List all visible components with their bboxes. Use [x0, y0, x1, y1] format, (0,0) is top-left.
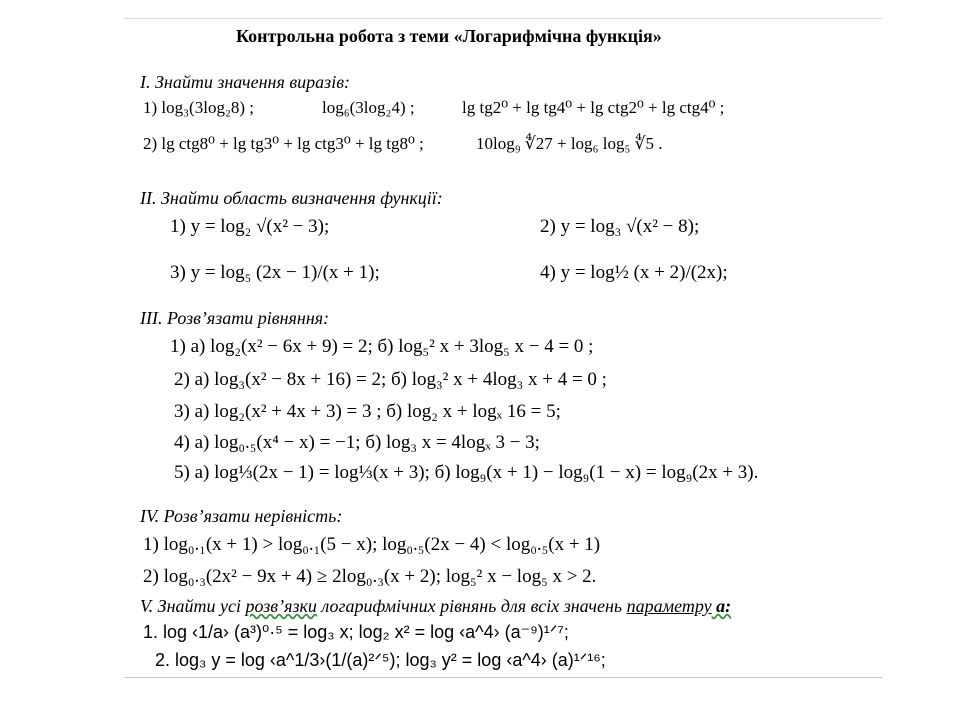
s2-item2: 2) y = log₃ √(x² − 8);: [540, 216, 700, 237]
page-top-edge: [124, 18, 882, 19]
s3-row3: 3) а) log₂(x² + 4x + 3) = 3 ; б) log₂ x + logₓ 16 = 5;: [174, 401, 561, 422]
page-bottom-edge: [124, 677, 882, 678]
document-title: Контрольна робота з теми «Логарифмічна функція»: [236, 26, 662, 46]
section-5-heading: [140, 596, 731, 617]
s1-row2-expr2: 10log₉ ∜27 + log₆ log₅ ∜5 .: [476, 134, 663, 153]
section-4-heading: IV. Розв’язати нерівність:: [140, 506, 343, 526]
s5-heading-prefix: V. Знайти усі: [140, 596, 246, 616]
s5-heading-a: а:: [711, 596, 732, 616]
s2-item4: 4) y = log½ (x + 2)/(2x);: [540, 262, 728, 283]
s4-row2: 2) log₀.₃(2x² − 9x + 4) ≥ 2log₀.₃(x + 2); log₅² x − log₅ x > 2.: [143, 566, 597, 587]
s1-row1-expr1: 1) log₃(3log₂8) ;: [143, 98, 255, 117]
s1-row1-expr3: lg tg2⁰ + lg tg4⁰ + lg ctg2⁰ + lg ctg4⁰ ;: [462, 98, 725, 117]
s5-heading-param: параметру: [626, 596, 712, 616]
section-3-heading: III. Розв’язати рівняння:: [140, 308, 330, 328]
s2-item1: 1) y = log₂ √(x² − 3);: [170, 216, 330, 237]
s5-row1: 1. log ‹1/a› (a³)⁰·⁵ = log₃ x; log₂ x² = log ‹a^4› (a⁻⁹)¹ᐟ⁷;: [143, 622, 569, 642]
s3-row5: 5) а) log⅓(2x − 1) = log⅓(x + 3); б) log₉(x + 1) − log₉(1 − x) = log₉(2x + 3).: [174, 462, 759, 483]
section-2-heading: II. Знайти область визначення функції:: [140, 188, 443, 208]
s4-row1: 1) log₀.₁(x + 1) > log₀.₁(5 − x); log₀.₅(2x − 4) < log₀.₅(x + 1): [143, 534, 601, 555]
s1-row2-expr1: 2) lg ctg8⁰ + lg tg3⁰ + lg ctg3⁰ + lg tg8⁰ ;: [143, 134, 424, 153]
section-1-heading: I. Знайти значення виразів:: [140, 72, 350, 92]
s5-heading-mid: логарифмічних рівнянь для всіх значень: [316, 596, 627, 616]
s3-row1: 1) а) log₂(x² − 6x + 9) = 2; б) log₅² x + 3log₅ x − 4 = 0 ;: [170, 336, 594, 357]
s1-row1-expr2: log₆(3log₂4) ;: [322, 98, 415, 117]
s3-row4: 4) а) log₀.₅(x⁴ − x) = −1; б) log₃ x = 4logₓ 3 − 3;: [174, 432, 540, 453]
s3-row2: 2) а) log₃(x² − 8x + 16) = 2; б) log₃² x + 4log₃ x + 4 = 0 ;: [174, 369, 607, 390]
s2-item3: 3) y = log₅ (2x − 1)/(x + 1);: [170, 262, 380, 283]
s5-row2: 2. log₃ y = log ‹a^1/3›(1/(a)²ᐟ⁵); log₃ y² = log ‹a^4› (a)¹ᐟ¹⁶;: [155, 650, 606, 670]
s5-heading-underlined-word: розв’язки: [245, 596, 317, 616]
